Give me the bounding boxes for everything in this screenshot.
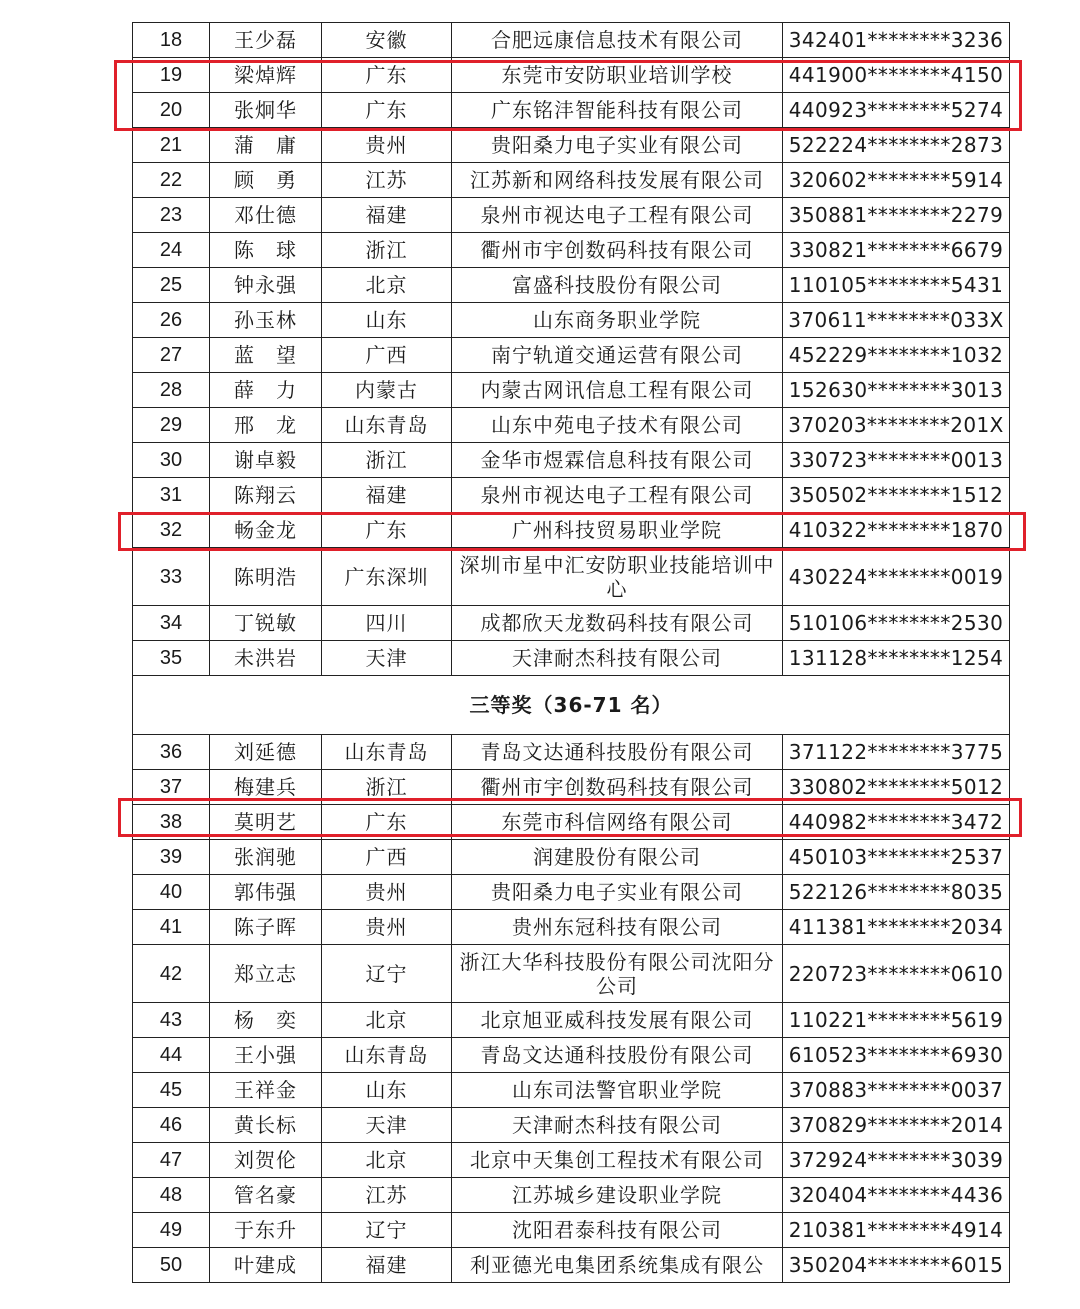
province-cell: 广东 bbox=[322, 805, 452, 840]
id-number-cell: 370611********033X bbox=[783, 303, 1010, 338]
province-cell: 辽宁 bbox=[322, 945, 452, 1003]
province-cell: 山东青岛 bbox=[322, 1038, 452, 1073]
organization-cell: 山东中苑电子技术有限公司 bbox=[452, 408, 783, 443]
table-row bbox=[133, 443, 1010, 478]
rank-number-cell: 38 bbox=[133, 805, 210, 840]
table-row bbox=[133, 1038, 1010, 1073]
id-number-cell: 522224********2873 bbox=[783, 128, 1010, 163]
province-cell: 广东 bbox=[322, 513, 452, 548]
organization-cell: 山东商务职业学院 bbox=[452, 303, 783, 338]
winner-name-cell: 未洪岩 bbox=[210, 641, 322, 676]
province-cell: 山东青岛 bbox=[322, 408, 452, 443]
winner-name-cell: 于东升 bbox=[210, 1213, 322, 1248]
winner-name-cell: 薛 力 bbox=[210, 373, 322, 408]
table-row bbox=[133, 1178, 1010, 1213]
table-row bbox=[133, 840, 1010, 875]
province-cell: 天津 bbox=[322, 641, 452, 676]
rank-number-cell: 24 bbox=[133, 233, 210, 268]
province-cell: 内蒙古 bbox=[322, 373, 452, 408]
province-cell: 辽宁 bbox=[322, 1213, 452, 1248]
organization-cell: 泉州市视达电子工程有限公司 bbox=[452, 478, 783, 513]
table-row bbox=[133, 338, 1010, 373]
table-row bbox=[133, 910, 1010, 945]
table-row bbox=[133, 770, 1010, 805]
organization-cell: 衢州市宇创数码科技有限公司 bbox=[452, 233, 783, 268]
organization-cell: 青岛文达通科技股份有限公司 bbox=[452, 735, 783, 770]
winner-name-cell: 黄长标 bbox=[210, 1108, 322, 1143]
id-number-cell: 450103********2537 bbox=[783, 840, 1010, 875]
province-cell: 福建 bbox=[322, 198, 452, 233]
province-cell: 北京 bbox=[322, 1143, 452, 1178]
province-cell: 贵州 bbox=[322, 910, 452, 945]
organization-cell: 贵阳桑力电子实业有限公司 bbox=[452, 128, 783, 163]
organization-cell: 东莞市科信网络有限公司 bbox=[452, 805, 783, 840]
province-cell: 广东深圳 bbox=[322, 548, 452, 606]
table-section-header bbox=[133, 676, 1010, 735]
province-cell: 浙江 bbox=[322, 443, 452, 478]
rank-number-cell: 27 bbox=[133, 338, 210, 373]
table-body-third-prize bbox=[133, 735, 1010, 1283]
province-cell: 福建 bbox=[322, 1248, 452, 1283]
table-row bbox=[133, 23, 1010, 58]
rank-number-cell: 30 bbox=[133, 443, 210, 478]
organization-cell: 沈阳君泰科技有限公司 bbox=[452, 1213, 783, 1248]
id-number-cell: 440982********3472 bbox=[783, 805, 1010, 840]
rank-number-cell: 18 bbox=[133, 23, 210, 58]
province-cell: 贵州 bbox=[322, 875, 452, 910]
table-row bbox=[133, 408, 1010, 443]
province-cell: 福建 bbox=[322, 478, 452, 513]
id-number-cell: 441900********4150 bbox=[783, 58, 1010, 93]
id-number-cell: 410322********1870 bbox=[783, 513, 1010, 548]
table-row bbox=[133, 233, 1010, 268]
rank-number-cell: 47 bbox=[133, 1143, 210, 1178]
id-number-cell: 330802********5012 bbox=[783, 770, 1010, 805]
winner-name-cell: 邓仕德 bbox=[210, 198, 322, 233]
id-number-cell: 330821********6679 bbox=[783, 233, 1010, 268]
province-cell: 广西 bbox=[322, 840, 452, 875]
rank-number-cell: 33 bbox=[133, 548, 210, 606]
organization-cell: 利亚德光电集团系统集成有限公 bbox=[452, 1248, 783, 1283]
province-cell: 浙江 bbox=[322, 233, 452, 268]
table-body-second-prize bbox=[133, 23, 1010, 676]
winner-name-cell: 叶建成 bbox=[210, 1248, 322, 1283]
rank-number-cell: 34 bbox=[133, 606, 210, 641]
table-row bbox=[133, 548, 1010, 606]
winner-name-cell: 杨 奕 bbox=[210, 1003, 322, 1038]
rank-number-cell: 21 bbox=[133, 128, 210, 163]
id-number-cell: 110221********5619 bbox=[783, 1003, 1010, 1038]
id-number-cell: 440923********5274 bbox=[783, 93, 1010, 128]
id-number-cell: 370829********2014 bbox=[783, 1108, 1010, 1143]
winner-name-cell: 梅建兵 bbox=[210, 770, 322, 805]
winner-name-cell: 王祥金 bbox=[210, 1073, 322, 1108]
organization-cell: 山东司法警官职业学院 bbox=[452, 1073, 783, 1108]
table-row bbox=[133, 735, 1010, 770]
province-cell: 山东青岛 bbox=[322, 735, 452, 770]
province-cell: 安徽 bbox=[322, 23, 452, 58]
province-cell: 贵州 bbox=[322, 128, 452, 163]
winner-name-cell: 丁锐敏 bbox=[210, 606, 322, 641]
rank-number-cell: 29 bbox=[133, 408, 210, 443]
rank-number-cell: 22 bbox=[133, 163, 210, 198]
organization-cell: 东莞市安防职业培训学校 bbox=[452, 58, 783, 93]
id-number-cell: 350881********2279 bbox=[783, 198, 1010, 233]
rank-number-cell: 46 bbox=[133, 1108, 210, 1143]
winner-name-cell: 莫明艺 bbox=[210, 805, 322, 840]
winner-name-cell: 畅金龙 bbox=[210, 513, 322, 548]
winner-name-cell: 谢卓毅 bbox=[210, 443, 322, 478]
id-number-cell: 452229********1032 bbox=[783, 338, 1010, 373]
rank-number-cell: 32 bbox=[133, 513, 210, 548]
organization-cell: 内蒙古网讯信息工程有限公司 bbox=[452, 373, 783, 408]
winner-name-cell: 王小强 bbox=[210, 1038, 322, 1073]
province-cell: 四川 bbox=[322, 606, 452, 641]
rank-number-cell: 48 bbox=[133, 1178, 210, 1213]
province-cell: 山东 bbox=[322, 303, 452, 338]
table-row bbox=[133, 198, 1010, 233]
table-row bbox=[133, 1073, 1010, 1108]
rank-number-cell: 45 bbox=[133, 1073, 210, 1108]
organization-cell: 广州科技贸易职业学院 bbox=[452, 513, 783, 548]
province-cell: 广西 bbox=[322, 338, 452, 373]
winner-name-cell: 蓝 望 bbox=[210, 338, 322, 373]
table-row bbox=[133, 1003, 1010, 1038]
table-row bbox=[133, 478, 1010, 513]
organization-cell: 江苏城乡建设职业学院 bbox=[452, 1178, 783, 1213]
organization-cell: 广东铭沣智能科技有限公司 bbox=[452, 93, 783, 128]
id-number-cell: 610523********6930 bbox=[783, 1038, 1010, 1073]
rank-number-cell: 43 bbox=[133, 1003, 210, 1038]
province-cell: 北京 bbox=[322, 1003, 452, 1038]
organization-cell: 浙江大华科技股份有限公司沈阳分公司 bbox=[452, 945, 783, 1003]
winner-name-cell: 陈明浩 bbox=[210, 548, 322, 606]
table-row bbox=[133, 163, 1010, 198]
winner-name-cell: 邢 龙 bbox=[210, 408, 322, 443]
province-cell: 山东 bbox=[322, 1073, 452, 1108]
rank-number-cell: 37 bbox=[133, 770, 210, 805]
table-row bbox=[133, 128, 1010, 163]
organization-cell: 北京旭亚威科技发展有限公司 bbox=[452, 1003, 783, 1038]
organization-cell: 合肥远康信息技术有限公司 bbox=[452, 23, 783, 58]
organization-cell: 贵州东冠科技有限公司 bbox=[452, 910, 783, 945]
rank-number-cell: 19 bbox=[133, 58, 210, 93]
organization-cell: 江苏新和网络科技发展有限公司 bbox=[452, 163, 783, 198]
winner-name-cell: 张润驰 bbox=[210, 840, 322, 875]
winner-name-cell: 郑立志 bbox=[210, 945, 322, 1003]
organization-cell: 金华市煜霖信息科技有限公司 bbox=[452, 443, 783, 478]
organization-cell: 富盛科技股份有限公司 bbox=[452, 268, 783, 303]
province-cell: 江苏 bbox=[322, 1178, 452, 1213]
id-number-cell: 131128********1254 bbox=[783, 641, 1010, 676]
winner-name-cell: 孙玉林 bbox=[210, 303, 322, 338]
table-row bbox=[133, 1143, 1010, 1178]
id-number-cell: 370203********201X bbox=[783, 408, 1010, 443]
id-number-cell: 110105********5431 bbox=[783, 268, 1010, 303]
id-number-cell: 320404********4436 bbox=[783, 1178, 1010, 1213]
winner-name-cell: 刘延德 bbox=[210, 735, 322, 770]
section-heading-third-prize: 三等奖（36-71 名） bbox=[133, 676, 1010, 735]
winner-name-cell: 梁焯辉 bbox=[210, 58, 322, 93]
winner-name-cell: 陈子晖 bbox=[210, 910, 322, 945]
table-row bbox=[133, 303, 1010, 338]
id-number-cell: 350502********1512 bbox=[783, 478, 1010, 513]
table-row bbox=[133, 641, 1010, 676]
rank-number-cell: 35 bbox=[133, 641, 210, 676]
id-number-cell: 350204********6015 bbox=[783, 1248, 1010, 1283]
province-cell: 广东 bbox=[322, 93, 452, 128]
award-list-sheet bbox=[132, 22, 1010, 1283]
province-cell: 江苏 bbox=[322, 163, 452, 198]
id-number-cell: 510106********2530 bbox=[783, 606, 1010, 641]
table-row bbox=[133, 1108, 1010, 1143]
organization-cell: 贵阳桑力电子实业有限公司 bbox=[452, 875, 783, 910]
rank-number-cell: 28 bbox=[133, 373, 210, 408]
id-number-cell: 430224********0019 bbox=[783, 548, 1010, 606]
id-number-cell: 411381********2034 bbox=[783, 910, 1010, 945]
table-row bbox=[133, 268, 1010, 303]
rank-number-cell: 36 bbox=[133, 735, 210, 770]
rank-number-cell: 50 bbox=[133, 1248, 210, 1283]
organization-cell: 衢州市宇创数码科技有限公司 bbox=[452, 770, 783, 805]
rank-number-cell: 23 bbox=[133, 198, 210, 233]
province-cell: 天津 bbox=[322, 1108, 452, 1143]
rank-number-cell: 40 bbox=[133, 875, 210, 910]
id-number-cell: 522126********8035 bbox=[783, 875, 1010, 910]
id-number-cell: 370883********0037 bbox=[783, 1073, 1010, 1108]
rank-number-cell: 41 bbox=[133, 910, 210, 945]
id-number-cell: 152630********3013 bbox=[783, 373, 1010, 408]
organization-cell: 润建股份有限公司 bbox=[452, 840, 783, 875]
rank-number-cell: 31 bbox=[133, 478, 210, 513]
winner-name-cell: 郭伟强 bbox=[210, 875, 322, 910]
organization-cell: 青岛文达通科技股份有限公司 bbox=[452, 1038, 783, 1073]
rank-number-cell: 39 bbox=[133, 840, 210, 875]
rank-number-cell: 25 bbox=[133, 268, 210, 303]
award-table bbox=[132, 22, 1010, 1283]
table-row bbox=[133, 805, 1010, 840]
rank-number-cell: 20 bbox=[133, 93, 210, 128]
organization-cell: 成都欣天龙数码科技有限公司 bbox=[452, 606, 783, 641]
id-number-cell: 342401********3236 bbox=[783, 23, 1010, 58]
section-header-row bbox=[133, 676, 1010, 735]
id-number-cell: 320602********5914 bbox=[783, 163, 1010, 198]
organization-cell: 深圳市星中汇安防职业技能培训中心 bbox=[452, 548, 783, 606]
organization-cell: 泉州市视达电子工程有限公司 bbox=[452, 198, 783, 233]
organization-cell: 北京中天集创工程技术有限公司 bbox=[452, 1143, 783, 1178]
winner-name-cell: 刘贺伦 bbox=[210, 1143, 322, 1178]
table-row bbox=[133, 875, 1010, 910]
province-cell: 北京 bbox=[322, 268, 452, 303]
table-row bbox=[133, 945, 1010, 1003]
province-cell: 广东 bbox=[322, 58, 452, 93]
table-row bbox=[133, 606, 1010, 641]
winner-name-cell: 王少磊 bbox=[210, 23, 322, 58]
table-row bbox=[133, 93, 1010, 128]
winner-name-cell: 管名豪 bbox=[210, 1178, 322, 1213]
table-row bbox=[133, 1248, 1010, 1283]
rank-number-cell: 26 bbox=[133, 303, 210, 338]
id-number-cell: 210381********4914 bbox=[783, 1213, 1010, 1248]
table-row bbox=[133, 373, 1010, 408]
organization-cell: 天津耐杰科技有限公司 bbox=[452, 641, 783, 676]
table-row bbox=[133, 513, 1010, 548]
province-cell: 浙江 bbox=[322, 770, 452, 805]
rank-number-cell: 49 bbox=[133, 1213, 210, 1248]
winner-name-cell: 钟永强 bbox=[210, 268, 322, 303]
rank-number-cell: 44 bbox=[133, 1038, 210, 1073]
winner-name-cell: 陈 球 bbox=[210, 233, 322, 268]
id-number-cell: 372924********3039 bbox=[783, 1143, 1010, 1178]
table-row bbox=[133, 1213, 1010, 1248]
id-number-cell: 371122********3775 bbox=[783, 735, 1010, 770]
organization-cell: 天津耐杰科技有限公司 bbox=[452, 1108, 783, 1143]
id-number-cell: 330723********0013 bbox=[783, 443, 1010, 478]
rank-number-cell: 42 bbox=[133, 945, 210, 1003]
winner-name-cell: 陈翔云 bbox=[210, 478, 322, 513]
table-row bbox=[133, 58, 1010, 93]
winner-name-cell: 顾 勇 bbox=[210, 163, 322, 198]
winner-name-cell: 张炯华 bbox=[210, 93, 322, 128]
organization-cell: 南宁轨道交通运营有限公司 bbox=[452, 338, 783, 373]
id-number-cell: 220723********0610 bbox=[783, 945, 1010, 1003]
winner-name-cell: 蒲 庸 bbox=[210, 128, 322, 163]
